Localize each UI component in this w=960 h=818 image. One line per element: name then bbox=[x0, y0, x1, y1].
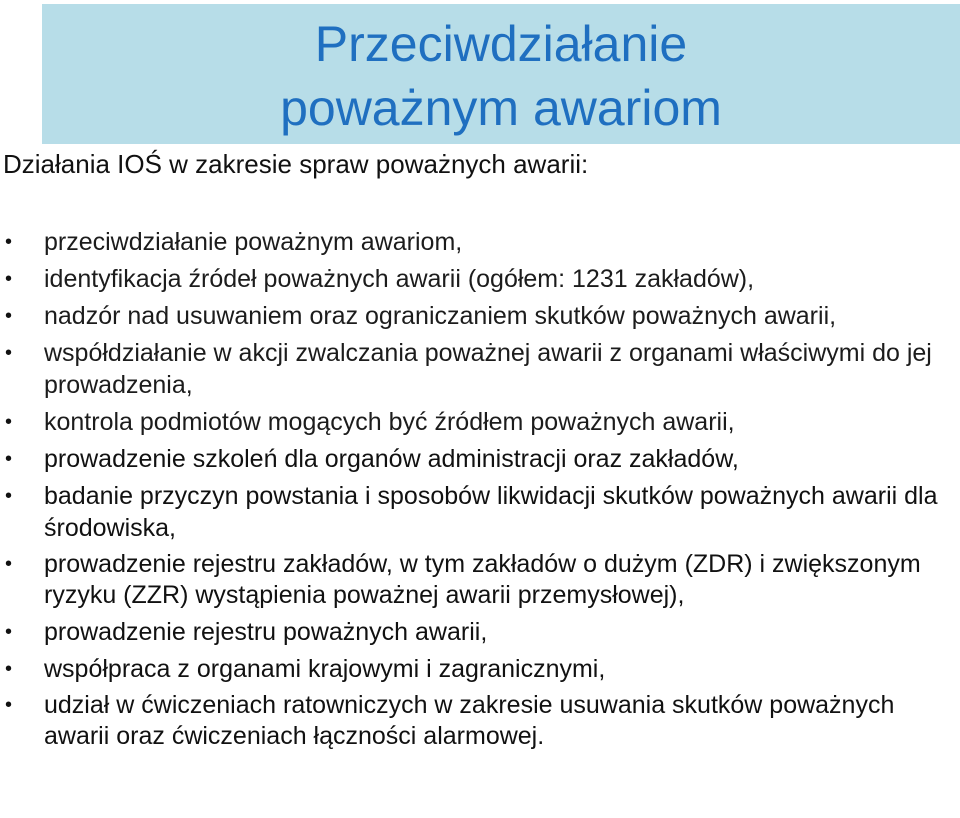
intro-text: Działania IOŚ w zakresie spraw poważnych awarii: bbox=[3, 149, 589, 179]
list-item bbox=[0, 616, 960, 648]
title-line-2: poważnym awariom bbox=[280, 80, 722, 136]
list-item-text: identyfikacja źródeł poważnych awarii (ogółem: 1231 zakładów), bbox=[44, 265, 755, 293]
activities-list bbox=[0, 226, 960, 757]
bullet-icon: • bbox=[5, 621, 13, 643]
bullet-icon: • bbox=[5, 305, 13, 327]
page-title bbox=[42, 4, 960, 144]
bullet-icon: • bbox=[5, 694, 13, 716]
bullet-icon: • bbox=[5, 231, 13, 253]
bullet-icon: • bbox=[5, 448, 13, 470]
title-line-1: Przeciwdziałanie bbox=[314, 16, 688, 72]
list-item bbox=[0, 263, 960, 295]
list-item-text: kontrola podmiotów mogących być źródłem poważnych awarii, bbox=[44, 408, 735, 436]
list-item-text: prowadzenie szkoleń dla organów administracji oraz zakładów, bbox=[44, 445, 739, 473]
list-item bbox=[0, 443, 960, 475]
list-item-text: prowadzenie rejestru poważnych awarii, bbox=[44, 618, 488, 646]
bullet-icon: • bbox=[5, 411, 13, 433]
bullet-icon: • bbox=[5, 342, 13, 364]
bullet-icon: • bbox=[5, 658, 13, 680]
list-item bbox=[0, 226, 960, 258]
bullet-icon: • bbox=[5, 268, 13, 290]
list-item-text: prowadzenie rejestru zakładów, w tym zakładów o dużym (ZDR) i zwiększonym ryzyku (ZZR) wystąpienia poważnej awarii przemysłowej), bbox=[44, 550, 921, 609]
list-item bbox=[0, 406, 960, 438]
list-item-text: nadzór nad usuwaniem oraz ograniczaniem skutków poważnych awarii, bbox=[44, 302, 837, 330]
list-item bbox=[0, 337, 960, 401]
list-item-text: badanie przyczyn powstania i sposobów likwidacji skutków poważnych awarii dla środowiska, bbox=[44, 482, 938, 542]
bullet-icon: • bbox=[5, 485, 13, 507]
list-item-text: współpraca z organami krajowymi i zagranicznymi, bbox=[44, 655, 606, 683]
bullet-icon: • bbox=[5, 553, 13, 575]
list-item bbox=[0, 690, 960, 752]
list-item bbox=[0, 549, 960, 611]
list-item-text: przeciwdziałanie poważnym awariom, bbox=[44, 228, 463, 256]
list-item bbox=[0, 300, 960, 332]
list-item bbox=[0, 480, 960, 544]
list-item-text: udział w ćwiczeniach ratowniczych w zakresie usuwania skutków poważnych awarii oraz ćwiczeniach łączności alarmowej. bbox=[44, 691, 895, 750]
list-item-text: współdziałanie w akcji zwalczania poważnej awarii z organami właściwymi do jej prowadzenia, bbox=[44, 339, 932, 399]
list-item bbox=[0, 653, 960, 685]
